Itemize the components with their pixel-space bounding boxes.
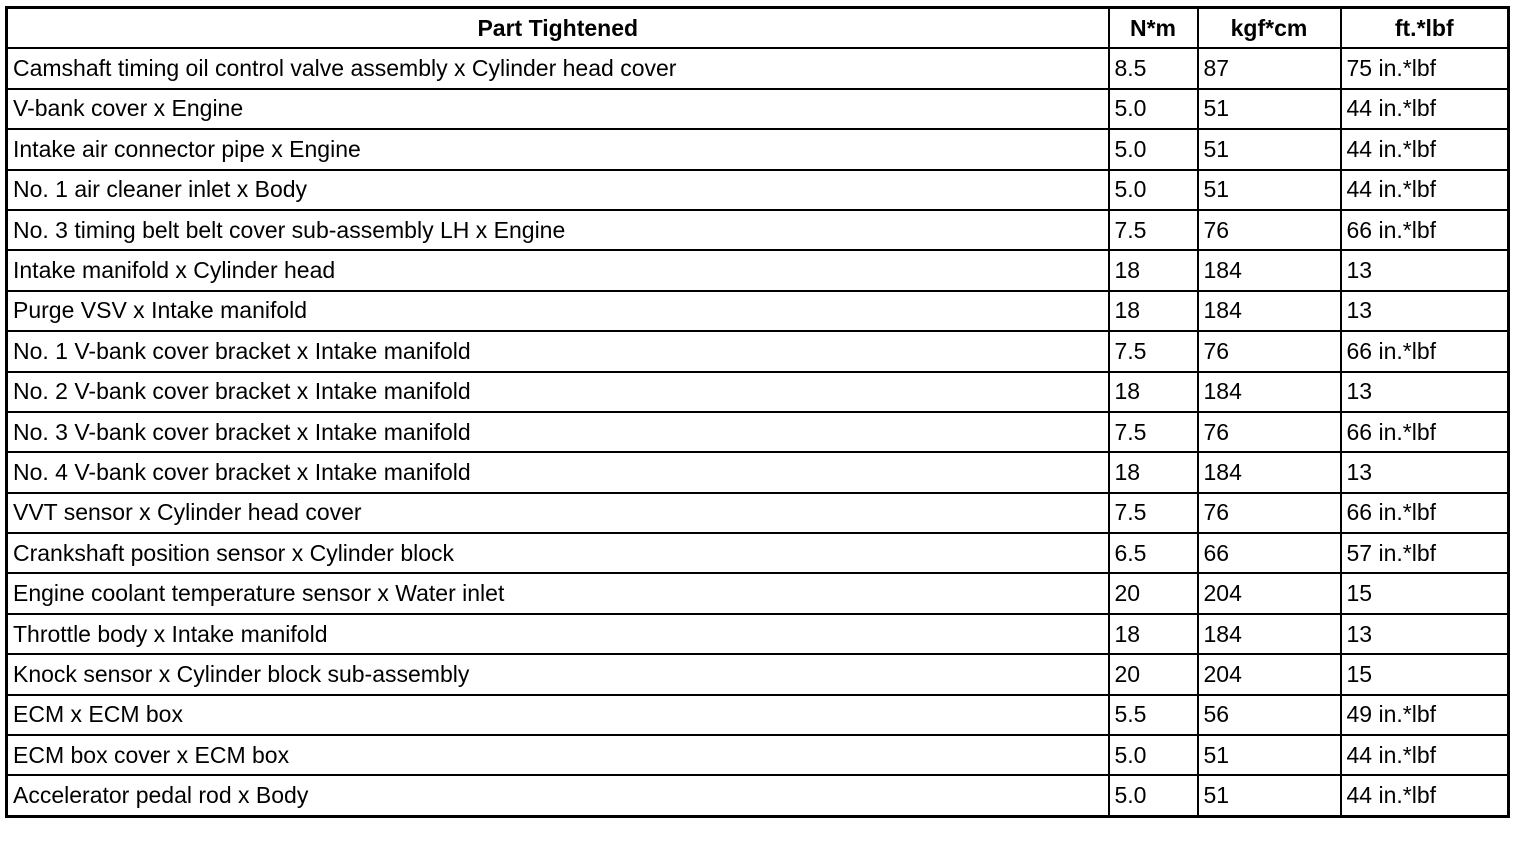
cell-part-tightened: No. 3 V-bank cover bracket x Intake manifold xyxy=(7,412,1109,452)
cell-part-tightened: Intake manifold x Cylinder head xyxy=(7,250,1109,290)
cell-ftlbf: 13 xyxy=(1341,452,1509,492)
cell-part-tightened: No. 2 V-bank cover bracket x Intake manifold xyxy=(7,372,1109,412)
cell-ftlbf: 66 in.*lbf xyxy=(1341,331,1509,371)
table-row xyxy=(7,48,1509,88)
cell-part-tightened: Throttle body x Intake manifold xyxy=(7,614,1109,654)
cell-part-tightened: ECM x ECM box xyxy=(7,695,1109,735)
cell-part-tightened: V-bank cover x Engine xyxy=(7,89,1109,129)
cell-part-tightened: No. 1 V-bank cover bracket x Intake manifold xyxy=(7,331,1109,371)
cell-nm: 7.5 xyxy=(1109,331,1198,371)
cell-ftlbf: 66 in.*lbf xyxy=(1341,210,1509,250)
cell-nm: 8.5 xyxy=(1109,48,1198,88)
cell-kgfcm: 76 xyxy=(1198,210,1341,250)
cell-part-tightened: ECM box cover x ECM box xyxy=(7,735,1109,775)
table-row xyxy=(7,129,1509,169)
cell-nm: 18 xyxy=(1109,250,1198,290)
cell-nm: 5.0 xyxy=(1109,735,1198,775)
cell-part-tightened: Intake air connector pipe x Engine xyxy=(7,129,1109,169)
table-row xyxy=(7,89,1509,129)
table-row xyxy=(7,170,1509,210)
cell-kgfcm: 184 xyxy=(1198,452,1341,492)
cell-nm: 20 xyxy=(1109,654,1198,694)
table-row xyxy=(7,372,1509,412)
cell-nm: 18 xyxy=(1109,452,1198,492)
cell-part-tightened: No. 4 V-bank cover bracket x Intake manifold xyxy=(7,452,1109,492)
cell-nm: 18 xyxy=(1109,372,1198,412)
cell-part-tightened: Accelerator pedal rod x Body xyxy=(7,775,1109,816)
table-row xyxy=(7,735,1509,775)
cell-nm: 7.5 xyxy=(1109,412,1198,452)
cell-ftlbf: 66 in.*lbf xyxy=(1341,412,1509,452)
cell-kgfcm: 184 xyxy=(1198,250,1341,290)
cell-nm: 18 xyxy=(1109,291,1198,331)
table-body xyxy=(7,48,1509,816)
cell-part-tightened: Knock sensor x Cylinder block sub-assembly xyxy=(7,654,1109,694)
header-nm: N*m xyxy=(1109,8,1198,49)
cell-kgfcm: 51 xyxy=(1198,89,1341,129)
torque-spec-table xyxy=(5,6,1510,818)
cell-ftlbf: 66 in.*lbf xyxy=(1341,493,1509,533)
cell-part-tightened: Engine coolant temperature sensor x Water inlet xyxy=(7,573,1109,613)
cell-ftlbf: 15 xyxy=(1341,654,1509,694)
cell-kgfcm: 51 xyxy=(1198,170,1341,210)
cell-ftlbf: 75 in.*lbf xyxy=(1341,48,1509,88)
cell-kgfcm: 76 xyxy=(1198,493,1341,533)
cell-part-tightened: Crankshaft position sensor x Cylinder block xyxy=(7,533,1109,573)
cell-kgfcm: 184 xyxy=(1198,372,1341,412)
table-row xyxy=(7,654,1509,694)
cell-kgfcm: 204 xyxy=(1198,654,1341,694)
cell-ftlbf: 44 in.*lbf xyxy=(1341,89,1509,129)
cell-nm: 5.5 xyxy=(1109,695,1198,735)
cell-nm: 5.0 xyxy=(1109,170,1198,210)
cell-ftlbf: 15 xyxy=(1341,573,1509,613)
cell-kgfcm: 204 xyxy=(1198,573,1341,613)
cell-part-tightened: VVT sensor x Cylinder head cover xyxy=(7,493,1109,533)
cell-nm: 18 xyxy=(1109,614,1198,654)
cell-kgfcm: 76 xyxy=(1198,412,1341,452)
table-row xyxy=(7,452,1509,492)
cell-kgfcm: 51 xyxy=(1198,129,1341,169)
header-part-tightened: Part Tightened xyxy=(7,8,1109,49)
cell-nm: 20 xyxy=(1109,573,1198,613)
cell-kgfcm: 184 xyxy=(1198,291,1341,331)
cell-ftlbf: 49 in.*lbf xyxy=(1341,695,1509,735)
cell-nm: 6.5 xyxy=(1109,533,1198,573)
header-ftlbf: ft.*lbf xyxy=(1341,8,1509,49)
cell-ftlbf: 57 in.*lbf xyxy=(1341,533,1509,573)
header-kgfcm: kgf*cm xyxy=(1198,8,1341,49)
cell-kgfcm: 51 xyxy=(1198,775,1341,816)
table-row xyxy=(7,614,1509,654)
table-row xyxy=(7,210,1509,250)
cell-nm: 7.5 xyxy=(1109,210,1198,250)
table-row xyxy=(7,412,1509,452)
cell-kgfcm: 51 xyxy=(1198,735,1341,775)
table-row xyxy=(7,775,1509,816)
cell-ftlbf: 13 xyxy=(1341,372,1509,412)
cell-kgfcm: 87 xyxy=(1198,48,1341,88)
cell-part-tightened: No. 1 air cleaner inlet x Body xyxy=(7,170,1109,210)
table-row xyxy=(7,331,1509,371)
table-row xyxy=(7,291,1509,331)
table-row xyxy=(7,533,1509,573)
table-row xyxy=(7,573,1509,613)
cell-kgfcm: 184 xyxy=(1198,614,1341,654)
cell-ftlbf: 44 in.*lbf xyxy=(1341,170,1509,210)
cell-ftlbf: 44 in.*lbf xyxy=(1341,735,1509,775)
table-row xyxy=(7,695,1509,735)
cell-part-tightened: Purge VSV x Intake manifold xyxy=(7,291,1109,331)
cell-ftlbf: 13 xyxy=(1341,250,1509,290)
table-header-row xyxy=(7,8,1509,49)
cell-kgfcm: 66 xyxy=(1198,533,1341,573)
cell-part-tightened: Camshaft timing oil control valve assembly x Cylinder head cover xyxy=(7,48,1109,88)
table-row xyxy=(7,493,1509,533)
cell-nm: 5.0 xyxy=(1109,89,1198,129)
cell-part-tightened: No. 3 timing belt belt cover sub-assembly LH x Engine xyxy=(7,210,1109,250)
cell-kgfcm: 56 xyxy=(1198,695,1341,735)
cell-nm: 5.0 xyxy=(1109,129,1198,169)
cell-ftlbf: 44 in.*lbf xyxy=(1341,775,1509,816)
table-row xyxy=(7,250,1509,290)
cell-nm: 5.0 xyxy=(1109,775,1198,816)
cell-ftlbf: 13 xyxy=(1341,614,1509,654)
cell-ftlbf: 13 xyxy=(1341,291,1509,331)
cell-ftlbf: 44 in.*lbf xyxy=(1341,129,1509,169)
cell-kgfcm: 76 xyxy=(1198,331,1341,371)
cell-nm: 7.5 xyxy=(1109,493,1198,533)
